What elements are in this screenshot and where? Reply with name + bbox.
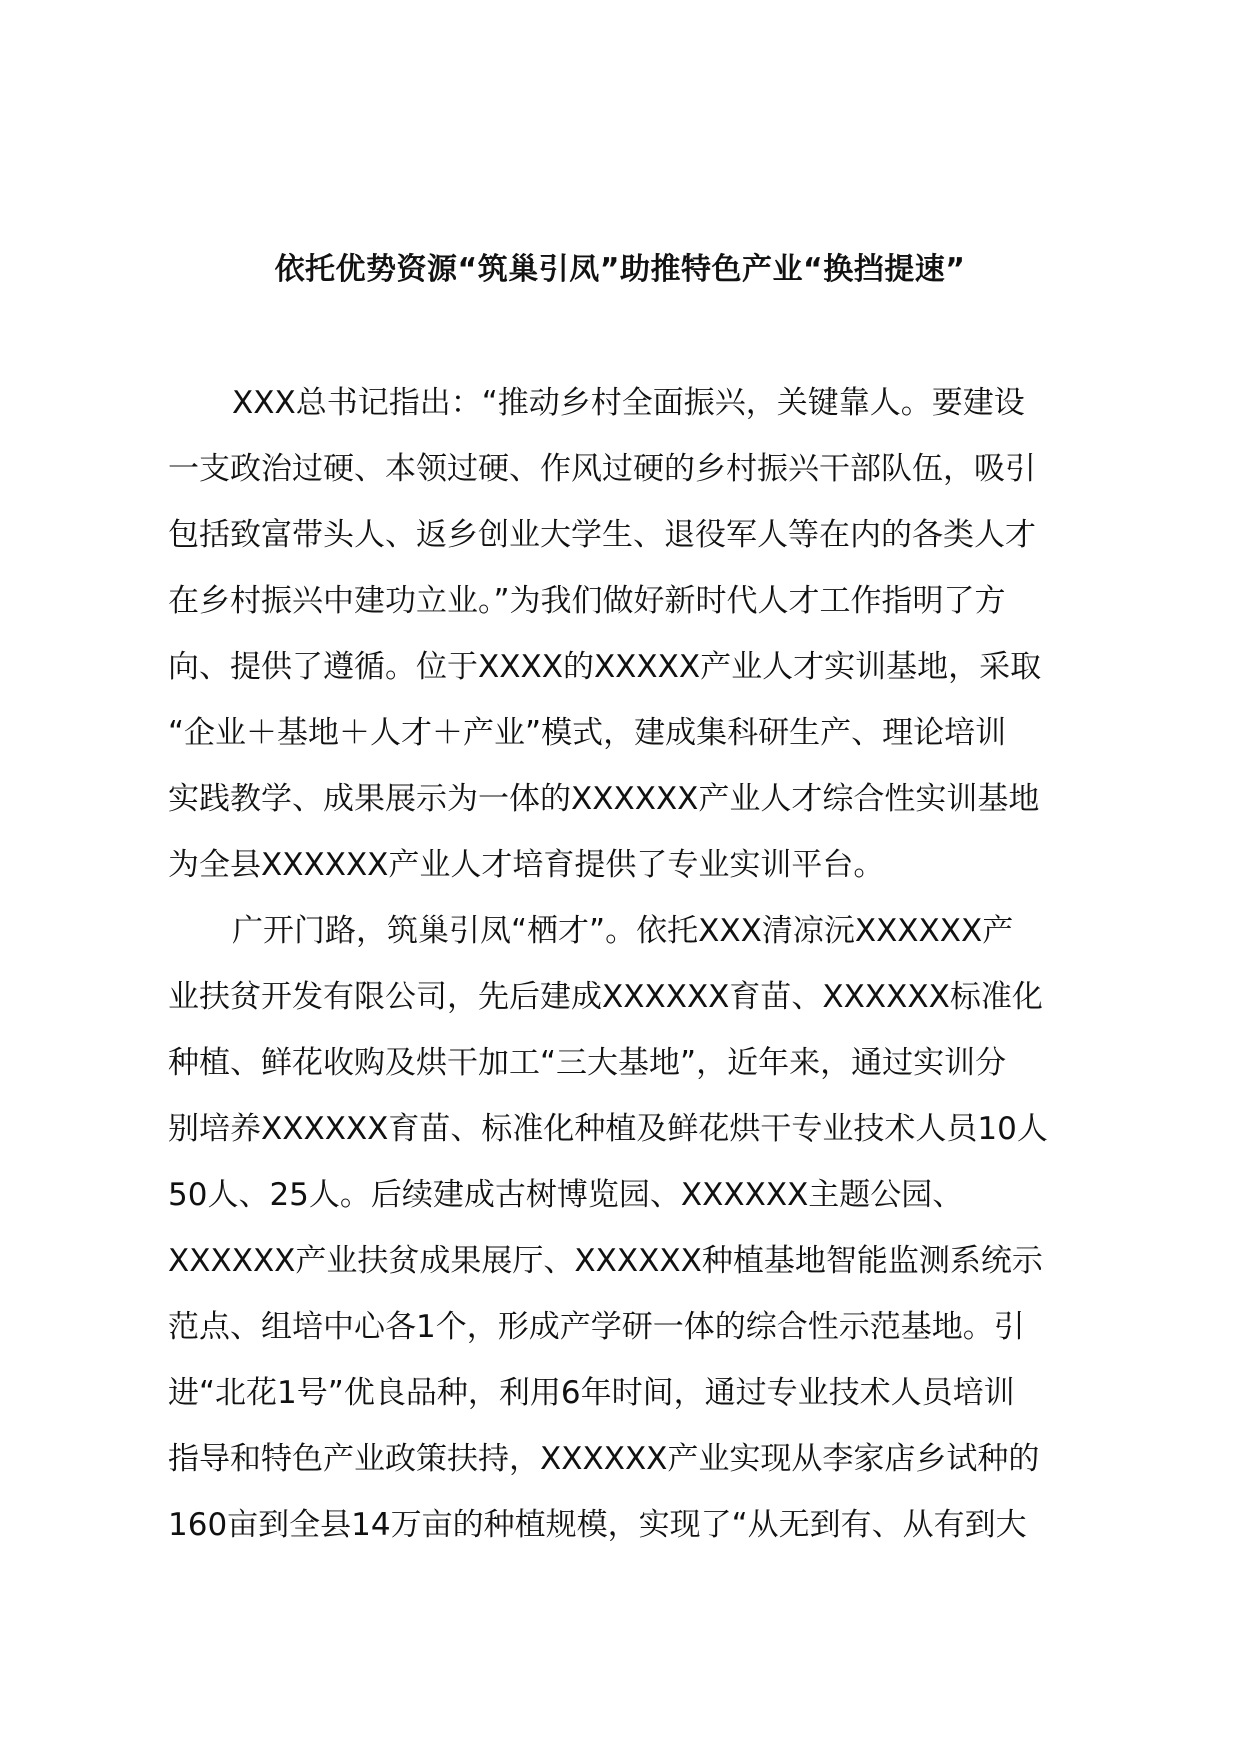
document-title: 依托优势资源“筑巢引凤”助推特色产业“换挡提速” <box>274 252 966 287</box>
text-line: 广开门路，筑巢引凤“栖才”。依托XXX清凉沅XXXXXX产 <box>232 913 1014 949</box>
text-line: 160亩到全县14万亩的种植规模，实现了“从无到有、从有到大 <box>168 1507 1027 1543</box>
paragraph-1 <box>168 370 1108 898</box>
text-line: 别培养XXXXXX育苗、标准化种植及鲜花烘干专业技术人员10人 <box>168 1111 1048 1147</box>
text-line: 业扶贫开发有限公司，先后建成XXXXXX育苗、XXXXXX标准化 <box>168 979 1043 1015</box>
paragraph-2 <box>168 898 1108 1558</box>
text-line: 指导和特色产业政策扶持，XXXXXX产业实现从李家店乡试种的 <box>168 1441 1040 1477</box>
text-line: 50人、25人。后续建成古树博览园、XXXXXX主题公园、 <box>168 1177 964 1213</box>
text-line: 范点、组培中心各1个，形成产学研一体的综合性示范基地。引 <box>168 1309 1025 1345</box>
text-line: 在乡村振兴中建功立业。”为我们做好新时代人才工作指明了方 <box>168 583 1006 619</box>
text-line: 一支政治过硬、本领过硬、作风过硬的乡村振兴干部队伍，吸引 <box>168 451 1036 487</box>
text-line: 实践教学、成果展示为一体的XXXXXX产业人才综合性实训基地 <box>168 781 1040 817</box>
text-line: 种植、鲜花收购及烘干加工“三大基地”，近年来，通过实训分 <box>168 1045 1007 1081</box>
text-line: 进“北花1号”优良品种，利用6年时间，通过专业技术人员培训 <box>168 1375 1015 1411</box>
text-line: 为全县XXXXXX产业人才培育提供了专业实训平台。 <box>168 847 885 883</box>
text-line: XXX总书记指出：“推动乡村全面振兴，关键靠人。要建设 <box>232 385 1025 421</box>
text-line: “企业＋基地＋人才＋产业”模式，建成集科研生产、理论培训 <box>168 715 1007 751</box>
text-line: 包括致富带头人、返乡创业大学生、退役军人等在内的各类人才 <box>168 517 1036 553</box>
text-line: XXXXXX产业扶贫成果展厅、XXXXXX种植基地智能监测系统示 <box>168 1243 1043 1279</box>
document-body <box>168 370 1108 1558</box>
text-line: 向、提供了遵循。位于XXXX的XXXXX产业人才实训基地，采取 <box>168 649 1042 685</box>
